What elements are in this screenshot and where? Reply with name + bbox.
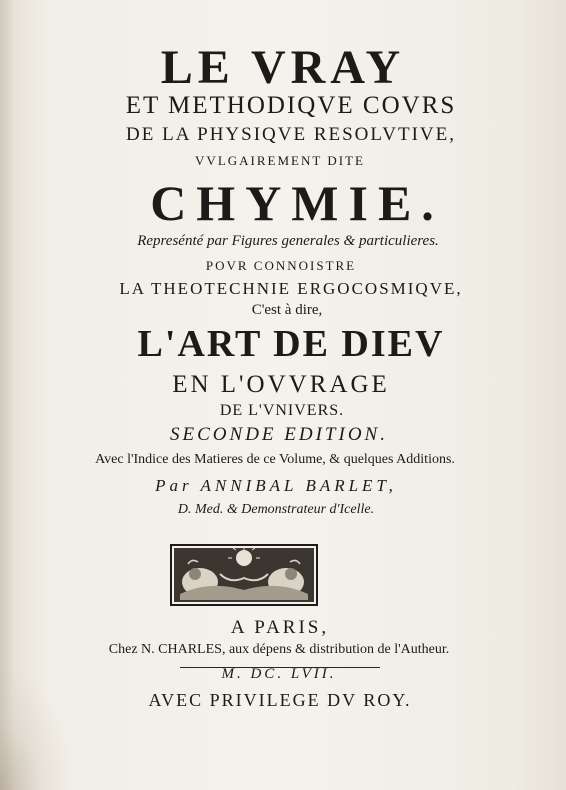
index-line: Avec l'Indice des Matieres de ce Volume, & quelques Additions. xyxy=(95,452,455,467)
theotechnie-line: LA THEOTECHNIE ERGOCOSMIQVE, xyxy=(119,279,463,298)
subtitle-line: Represénté par Figures generales & particulieres. xyxy=(137,233,439,249)
imprint-printer: Chez N. CHARLES, aux dépens & distribution de l'Autheur. xyxy=(108,642,450,657)
title-line-1: LE VRAY xyxy=(160,41,406,94)
title-line-2: ET METHODIQVE COVRS xyxy=(125,92,457,119)
univers-line: DE L'VNIVERS. xyxy=(219,402,345,419)
woodcut-ornament xyxy=(170,544,318,606)
edition-line: SECONDE EDITION. xyxy=(170,424,388,445)
cest-a-dire-line: C'est à dire, xyxy=(251,302,323,318)
author-line: Par ANNIBAL BARLET, xyxy=(155,476,397,495)
purpose-line: POVR CONNOISTRE xyxy=(205,258,357,273)
title-line-4: VVLGAIREMENT DITE xyxy=(195,153,365,168)
imprint-privilege: AVEC PRIVILEGE DV ROY. xyxy=(148,690,412,710)
corner-stain xyxy=(0,670,70,790)
title-line-3: DE LA PHYSIQVE RESOLVTIVE, xyxy=(126,124,456,145)
imprint-year: M. DC. LVII. xyxy=(221,666,337,682)
ouvrage-line: EN L'OVVRAGE xyxy=(172,371,390,398)
imprint-city: A PARIS, xyxy=(230,617,330,638)
art-de-dieu-line: L'ART DE DIEV xyxy=(137,323,445,365)
title-main-word: CHYMIE. xyxy=(150,175,444,231)
author-title-line: D. Med. & Demonstrateur d'Icelle. xyxy=(177,502,375,517)
